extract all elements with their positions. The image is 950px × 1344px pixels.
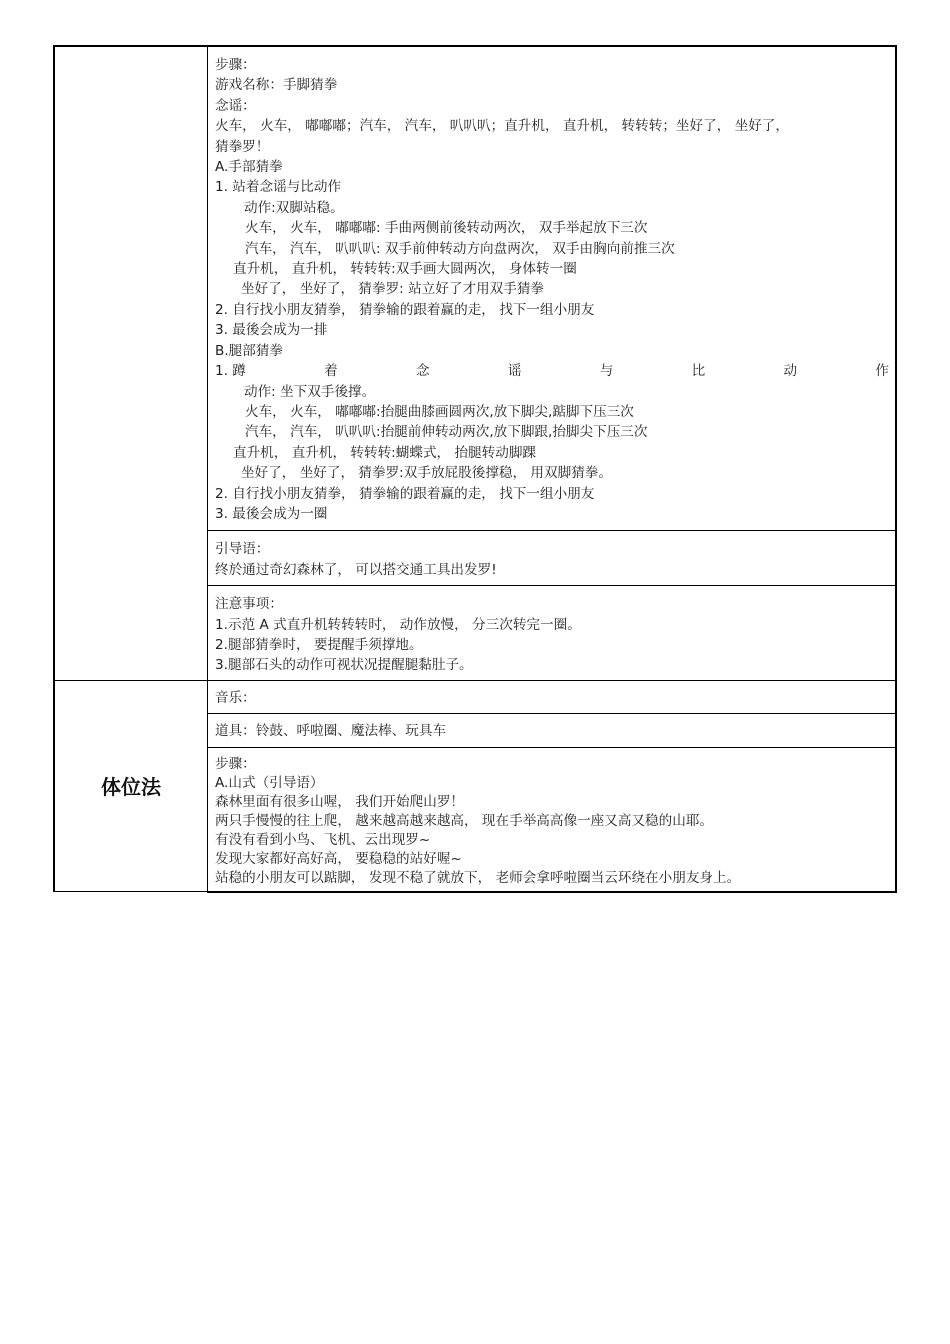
section-b-heading: B.腿部猜拳 xyxy=(215,342,284,359)
step-b2: 2. 自行找小朋友猜拳， 猜拳输的跟着赢的走， 找下一组小朋友 xyxy=(215,485,595,502)
section-label-cell xyxy=(54,680,208,891)
music-cell xyxy=(208,680,897,713)
pose-line-2: 两只手慢慢的往上爬， 越来越高越来越高， 现在手举高高像一座又高又稳的山耶。 xyxy=(215,812,714,829)
step-b1-sit: 坐好了， 坐好了， 猜拳罗:双手放屁股後撑稳， 用双脚猜拳。 xyxy=(241,465,612,482)
step-a1-sit: 坐好了， 坐好了， 猜拳罗: 站立好了才用双手猜拳 xyxy=(241,281,545,298)
note-1: 1.示范 A 式直升机转转转时， 动作放慢， 分三次转完一圈。 xyxy=(215,616,581,633)
guide-text: 终於通过奇幻森林了， 可以搭交通工具出发罗! xyxy=(215,561,497,578)
pose-steps-heading: 步骤： xyxy=(215,755,256,772)
empty-label-cell xyxy=(54,46,208,680)
table-row xyxy=(54,680,896,713)
step-b1-word: 动 xyxy=(783,363,798,380)
pose-steps-cell xyxy=(208,747,897,892)
note-3: 3.腿部石头的动作可视状况提醒腿黏肚子。 xyxy=(215,657,473,674)
step-b1-word: 1. 蹲 xyxy=(215,363,246,380)
step-b1-word: 谣 xyxy=(507,363,522,380)
step-b1-car: 汽车， 汽车， 叭叭叭:抬腿前伸转动两次,放下脚跟,抬脚尖下压三次 xyxy=(245,424,648,441)
pose-line-3: 有没有看到小鸟、飞机、云出现罗~ xyxy=(215,831,431,848)
step-b1-helicopter: 直升机， 直升机， 转转转:蝴蝶式， 抬腿转动脚踝 xyxy=(233,444,537,461)
step-b1-word: 念 xyxy=(416,363,430,380)
game-name: 游戏名称：手脚猜拳 xyxy=(215,77,338,94)
chant-line-1: 火车， 火车， 嘟嘟嘟；汽车， 汽车， 叭叭叭；直升机， 直升机， 转转转；坐好了， 坐好了， xyxy=(215,118,789,135)
notes-cell xyxy=(208,586,897,681)
pose-line-1: 森林里面有很多山喔， 我们开始爬山罗！ xyxy=(215,793,465,810)
chant-heading: 念谣： xyxy=(215,97,256,114)
step-b1-train: 火车， 火车， 嘟嘟嘟:抬腿曲膝画圆两次,放下脚尖,踮脚下压三次 xyxy=(245,403,634,420)
props-text: 道具：铃鼓、呼啦圈、魔法棒、玩具车 xyxy=(215,723,447,740)
note-2: 2.腿部猜拳时， 要提醒手须撑地。 xyxy=(215,636,423,653)
section-a-heading: A.手部猜拳 xyxy=(215,159,283,176)
step-a1-action: 动作:双脚站稳。 xyxy=(244,199,344,216)
props-cell xyxy=(208,714,897,747)
step-a1-train: 火车， 火车， 嘟嘟嘟: 手曲两侧前後转动两次， 双手举起放下三次 xyxy=(245,220,648,237)
music-heading: 音乐： xyxy=(215,689,256,706)
step-a1: 1. 站着念谣与比动作 xyxy=(215,179,342,196)
step-b3: 3. 最後会成为一圈 xyxy=(215,505,328,522)
table-row xyxy=(54,46,896,531)
lesson-table xyxy=(53,45,897,893)
step-b1-word: 比 xyxy=(691,363,706,380)
notes-heading: 注意事项： xyxy=(215,596,283,613)
section-label: 体位法 xyxy=(101,775,161,800)
steps-cell xyxy=(208,46,897,531)
step-b1-word: 与 xyxy=(599,363,614,380)
guide-heading: 引导语： xyxy=(215,541,270,558)
step-a2: 2. 自行找小朋友猜拳， 猜拳输的跟着赢的走， 找下一组小朋友 xyxy=(215,301,595,318)
pose-line-4: 发现大家都好高好高， 要稳稳的站好喔~ xyxy=(215,850,462,867)
chant-line-2: 猜拳罗！ xyxy=(215,138,270,155)
step-a1-car: 汽车， 汽车， 叭叭叭: 双手前伸转动方向盘两次， 双手由胸向前推三次 xyxy=(245,240,675,257)
step-a3: 3. 最後会成为一排 xyxy=(215,322,328,339)
mountain-pose-heading: A.山式（引导语） xyxy=(215,774,324,791)
step-a1-helicopter: 直升机， 直升机， 转转转:双手画大圆两次， 身体转一圈 xyxy=(233,261,577,278)
step-b1 xyxy=(215,361,889,381)
guide-cell xyxy=(208,531,897,586)
step-b1-word: 着 xyxy=(324,363,338,380)
step-b1-word: 作 xyxy=(875,363,889,380)
step-b1-action: 动作: 坐下双手後撑。 xyxy=(244,383,376,400)
pose-line-5: 站稳的小朋友可以踮脚， 发现不稳了就放下， 老师会拿呼啦圈当云环绕在小朋友身上。 xyxy=(215,869,741,886)
steps-heading: 步骤： xyxy=(215,57,256,73)
